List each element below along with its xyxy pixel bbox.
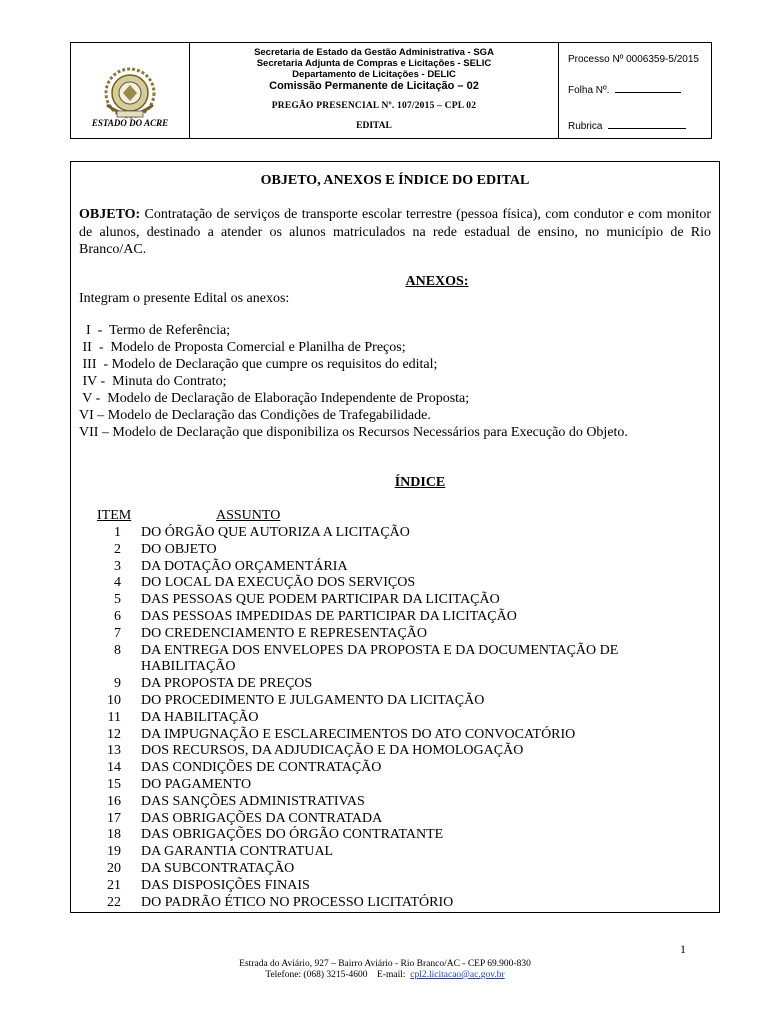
indice-item-number: 9	[114, 676, 121, 692]
rubrica-blank	[608, 128, 686, 129]
indice-item-subject: DA SUBCONTRATAÇÃO	[141, 860, 295, 876]
indice-item-number: 5	[114, 592, 121, 608]
indice-item-subject: DO ÓRGÃO QUE AUTORIZA A LICITAÇÃO	[141, 525, 410, 540]
anexo-item: VI – Modelo de Declaração das Condições de Trafegabilidade.	[79, 408, 431, 423]
anexo-item: VII – Modelo de Declaração que disponibiliza os Recursos Necessários para Execução do Objeto.	[79, 425, 628, 440]
indice-row	[71, 592, 661, 609]
crest-label: ESTADO DO ACRE	[91, 118, 169, 128]
rubrica-field	[568, 121, 686, 132]
indice-item-subject: DA ENTREGA DOS ENVELOPES DA PROPOSTA E DA DOCUMENTAÇÃO DE HABILITAÇÃO	[141, 642, 619, 675]
indice-item-subject: DA DOTAÇÃO ORÇAMENTÁRIA	[141, 558, 348, 574]
footer-contact	[0, 970, 770, 981]
folha-label: Folha Nº.	[568, 85, 610, 96]
footer-phone: Telefone: (068) 3215-4600 E-mail:	[265, 970, 406, 980]
indice-row	[71, 643, 661, 677]
indice-item-subject: DO CREDENCIAMENTO E REPRESENTAÇÃO	[141, 625, 428, 641]
anexos-heading: ANEXOS:	[405, 274, 469, 289]
edital-content-box	[70, 161, 720, 913]
indice-item-number: 3	[114, 558, 121, 574]
indice-item-number: 8	[114, 642, 121, 658]
indice-item-number: 19	[107, 844, 121, 860]
anexo-item: III - Modelo de Declaração que cumpre os requisitos do edital;	[79, 357, 438, 372]
objeto-label: OBJETO:	[79, 207, 141, 222]
indice-item-number: 13	[107, 743, 121, 759]
indice-item-subject: DAS SANÇÕES ADMINISTRATIVAS	[141, 793, 365, 809]
header-title-cell	[190, 43, 559, 138]
footer-email-link[interactable]: cpl2.licitacao@ac.gov.br	[410, 970, 505, 980]
header-process-cell	[559, 43, 711, 138]
indice-item-number: 6	[114, 608, 121, 624]
indice-row	[71, 760, 661, 777]
indice-row	[71, 727, 661, 744]
header-crest-cell	[71, 43, 190, 138]
header-agency-block	[190, 47, 558, 80]
indice-item-subject: DO OBJETO	[141, 541, 217, 557]
indice-item-number: 4	[114, 575, 121, 591]
indice-item-number: 20	[107, 860, 121, 876]
document-header	[70, 42, 712, 139]
indice-item-subject: DA HABILITAÇÃO	[141, 709, 259, 725]
indice-row	[71, 794, 661, 811]
indice-item-number: 16	[107, 793, 121, 809]
indice-item-subject: DO PADRÃO ÉTICO NO PROCESSO LICITATÓRIO	[141, 894, 454, 910]
indice-row	[71, 743, 661, 760]
anexo-item: IV - Minuta do Contrato;	[79, 374, 227, 389]
header-commission: Comissão Permanente de Licitação – 02	[269, 80, 479, 92]
indice-item-number: 22	[107, 894, 121, 910]
anexo-item: I - Termo de Referência;	[79, 323, 231, 338]
header-line-3: Departamento de Licitações - DELIC	[292, 69, 456, 80]
header-pregao: PREGÃO PRESENCIAL Nº. 107/2015 – CPL 02	[271, 101, 477, 111]
indice-item-number: 21	[107, 877, 121, 893]
header-line-1: Secretaria de Estado da Gestão Administrativa - SGA	[254, 47, 494, 58]
anexos-intro: Integram o presente Edital os anexos:	[79, 291, 290, 306]
indice-item-number: 17	[107, 810, 121, 826]
indice-row	[71, 861, 661, 878]
indice-row	[71, 811, 661, 828]
folha-field	[568, 85, 681, 96]
indice-row	[71, 525, 661, 542]
process-number: Processo Nº 0006359-5/2015	[568, 54, 699, 65]
indice-list	[71, 525, 661, 911]
indice-row	[71, 710, 661, 727]
indice-item-number: 1	[114, 525, 121, 540]
indice-row	[71, 693, 661, 710]
anexo-item: V - Modelo de Declaração de Elaboração Independente de Proposta;	[79, 391, 470, 406]
indice-item-subject: DO PAGAMENTO	[141, 776, 252, 792]
indice-item-subject: DAS OBRIGAÇÕES DO ÓRGÃO CONTRATANTE	[141, 827, 444, 843]
anexo-item: II - Modelo de Proposta Comercial e Planilha de Preços;	[79, 340, 406, 355]
indice-row	[71, 609, 661, 626]
footer-address: Estrada do Aviário, 927 – Bairro Aviário - Rio Branco/AC - CEP 69.900-830	[239, 959, 531, 969]
indice-item-subject: DAS OBRIGAÇÕES DA CONTRATADA	[141, 810, 383, 826]
indice-row	[71, 878, 661, 895]
indice-item-subject: DO PROCEDIMENTO E JULGAMENTO DA LICITAÇÃO	[141, 692, 485, 708]
indice-col-item: ITEM	[97, 508, 132, 523]
indice-heading: ÍNDICE	[394, 475, 446, 490]
folha-blank	[615, 92, 681, 93]
indice-item-number: 15	[107, 776, 121, 792]
indice-item-number: 2	[114, 541, 121, 557]
indice-item-subject: DAS CONDIÇÕES DE CONTRATAÇÃO	[141, 760, 382, 776]
rubrica-label: Rubrica	[568, 121, 603, 132]
indice-row	[71, 827, 661, 844]
indice-item-number: 10	[107, 692, 121, 708]
indice-item-number: 12	[107, 726, 121, 742]
indice-item-subject: DAS DISPOSIÇÕES FINAIS	[141, 877, 310, 893]
indice-item-number: 11	[107, 709, 121, 725]
indice-item-subject: DA IMPUGNAÇÃO E ESCLARECIMENTOS DO ATO CONVOCATÓRIO	[141, 726, 576, 742]
indice-col-assunto: ASSUNTO	[216, 508, 281, 523]
indice-item-subject: DAS PESSOAS IMPEDIDAS DE PARTICIPAR DA LICITAÇÃO	[141, 608, 517, 624]
indice-row	[71, 676, 661, 693]
indice-item-subject: DAS PESSOAS QUE PODEM PARTICIPAR DA LICITAÇÃO	[141, 592, 500, 608]
indice-row	[71, 559, 661, 576]
indice-item-number: 14	[107, 760, 121, 776]
indice-item-subject: DA GARANTIA CONTRATUAL	[141, 844, 334, 860]
page-footer	[0, 959, 770, 981]
section-title: OBJETO, ANEXOS E ÍNDICE DO EDITAL	[260, 173, 530, 188]
indice-row	[71, 542, 661, 559]
anexos-list	[79, 322, 628, 441]
objeto-text: Contratação de serviços de transporte escolar terrestre (pessoa física), com condutor e com monitor de alunos, destinado a atender os alunos matriculados na rede estadual de ensino, no município de Rio Branco/AC.	[79, 207, 711, 257]
indice-row	[71, 895, 661, 912]
header-line-2: Secretaria Adjunta de Compras e Licitações - SELIC	[256, 58, 492, 69]
indice-item-subject: DO LOCAL DA EXECUÇÃO DOS SERVIÇOS	[141, 575, 416, 591]
indice-item-subject: DOS RECURSOS, DA ADJUDICAÇÃO E DA HOMOLOGAÇÃO	[141, 743, 524, 759]
indice-row	[71, 575, 661, 592]
header-edital: EDITAL	[356, 121, 392, 131]
indice-row	[71, 626, 661, 643]
indice-item-subject: DA PROPOSTA DE PREÇOS	[141, 676, 313, 692]
indice-item-number: 7	[114, 625, 121, 641]
objeto-paragraph	[79, 206, 711, 259]
indice-row	[71, 844, 661, 861]
indice-row	[71, 777, 661, 794]
indice-item-number: 18	[107, 827, 121, 843]
page-number: 1	[680, 942, 686, 956]
